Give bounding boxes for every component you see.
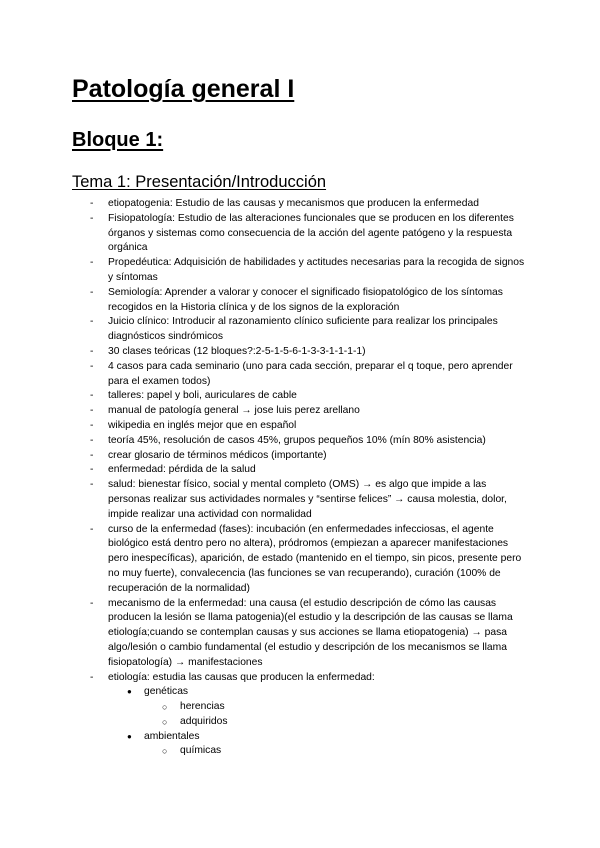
dash-marker: -	[90, 345, 94, 357]
list-item-text: mecanismo de la enfermedad: una causa (el estudio descripción de cómo las causas producen la lesión se llama patogenia)(el estudio y la descripción de las causas se llama etiología;cuando se contemplan causas y sus acciones se llama etiopatogenia) → pasa algo/lesión o cambio fundamental (el estudio y descripción de los mecanismos se llama fisiopatología) → manifestaciones	[108, 597, 513, 668]
list-item	[0, 212, 528, 256]
bullet-marker: ●	[127, 731, 132, 741]
list-item-text: teoría 45%, resolución de casos 45%, grupos pequeños 10% (mín 80% asistencia)	[108, 434, 486, 446]
list-item	[0, 360, 528, 390]
list-item-text: 4 casos para cada seminario (uno para cada sección, preparar el q toque, pero aprender para el examen todos)	[108, 360, 513, 387]
sublist-item-geneticas	[0, 685, 524, 700]
list-item	[0, 315, 528, 345]
list-item	[0, 419, 528, 434]
sublist-item-text: genéticas	[144, 686, 189, 698]
list-item-text: curso de la enfermedad (fases): incubación (en enfermedades infecciosas, el agente biológico está dentro pero no altera), pródromos (empiezan a aparecer manifestaciones pero inespecíficas), aparición, de estado (mantenido en el tiempo, sin picos, presente pero no muy fuerte), convalecencia (las funciones se van recuperando), curación (100% de recuperación de la normalidad)	[108, 523, 522, 594]
dash-marker: -	[90, 198, 94, 209]
list-item	[0, 597, 528, 671]
subsublist-item-text: adquiridos	[180, 715, 228, 727]
sublist-item-ambientales	[0, 730, 524, 745]
dash-marker: -	[90, 316, 94, 328]
list-item-text: wikipedia en inglés mejor que en español	[108, 419, 297, 431]
dash-marker: -	[90, 523, 94, 535]
list-item-text: talleres: papel y boli, auriculares de cable	[108, 390, 297, 402]
list-item-text: manual de patología general → jose luis perez arellano	[108, 405, 360, 417]
dash-marker: -	[90, 360, 94, 372]
dash-marker: -	[90, 434, 94, 446]
notes-list	[0, 197, 600, 759]
list-item	[0, 523, 528, 597]
list-item	[0, 286, 528, 316]
list-item-text: Fisiopatología: Estudio de las alteraciones funcionales que se producen en los diferentes órganos y sistemas como consecuencia de la acción del agente patógeno y la respuesta orgánica	[108, 212, 514, 254]
document-title: Patología general I	[72, 75, 295, 103]
list-item-text: enfermedad: pérdida de la salud	[108, 464, 256, 476]
list-item	[0, 197, 528, 212]
dash-marker: -	[90, 257, 94, 269]
list-item	[0, 463, 528, 478]
circle-marker: ○	[162, 716, 168, 727]
list-item-text: etiopatogenia: Estudio de las causas y mecanismos que producen la enfermedad	[108, 198, 479, 209]
list-item-text: crear glosario de términos médicos (importante)	[108, 449, 327, 461]
sublist-item-text: ambientales	[144, 730, 200, 742]
list-item-text: Semiología: Aprender a valorar y conocer el significado fisiopatológico de los síntomas recogidos en la Historia clínica y de los signos de la exploración	[108, 286, 503, 313]
list-item	[0, 449, 528, 464]
subsublist-item-text: químicas	[180, 745, 222, 757]
list-item-text: salud: bienestar físico, social y mental completo (OMS) → es algo que impide a las personas realizar sus actividades normales y “sentirse felices” → causa molestia, dolor, impide realizar una actividad con normalidad	[108, 479, 507, 520]
list-item	[0, 389, 528, 404]
dash-marker: -	[90, 405, 94, 417]
dash-marker: -	[90, 390, 94, 402]
dash-marker: -	[90, 671, 94, 683]
list-item-text: Propedéutica: Adquisición de habilidades y actitudes necesarias para la recogida de signos y síntomas	[108, 257, 525, 283]
list-item	[0, 671, 528, 686]
list-item	[0, 478, 528, 522]
dash-marker: -	[90, 464, 94, 476]
dash-marker: -	[90, 597, 94, 609]
list-item	[0, 345, 528, 360]
dash-marker: -	[90, 212, 94, 224]
circle-marker: ○	[162, 702, 168, 713]
list-item-text: Juicio clínico: Introducir al razonamiento clínico suficiente para realizar los principales diagnósticos sindrómicos	[108, 316, 498, 343]
list-item	[0, 404, 528, 419]
topic-heading: Tema 1: Presentación/Introducción	[72, 173, 327, 191]
dash-marker: -	[90, 286, 94, 298]
subsublist-item	[0, 700, 520, 715]
list-item-text: 30 clases teóricas (12 bloques?:2-5-1-5-6-1-3-3-1-1-1-1)	[108, 345, 366, 357]
dash-marker: -	[90, 419, 94, 431]
subsublist-item	[0, 744, 520, 759]
subsublist-item-text: herencias	[180, 701, 225, 713]
subsublist-item	[0, 715, 520, 730]
dash-marker: -	[90, 449, 94, 461]
list-item-text: etiología: estudia las causas que producen la enfermedad:	[108, 671, 375, 683]
dash-marker: -	[90, 479, 94, 491]
list-item	[0, 256, 528, 286]
block-heading: Bloque 1:	[72, 129, 164, 151]
bullet-marker: ●	[127, 687, 132, 697]
circle-marker: ○	[162, 746, 168, 757]
list-item	[0, 434, 528, 449]
